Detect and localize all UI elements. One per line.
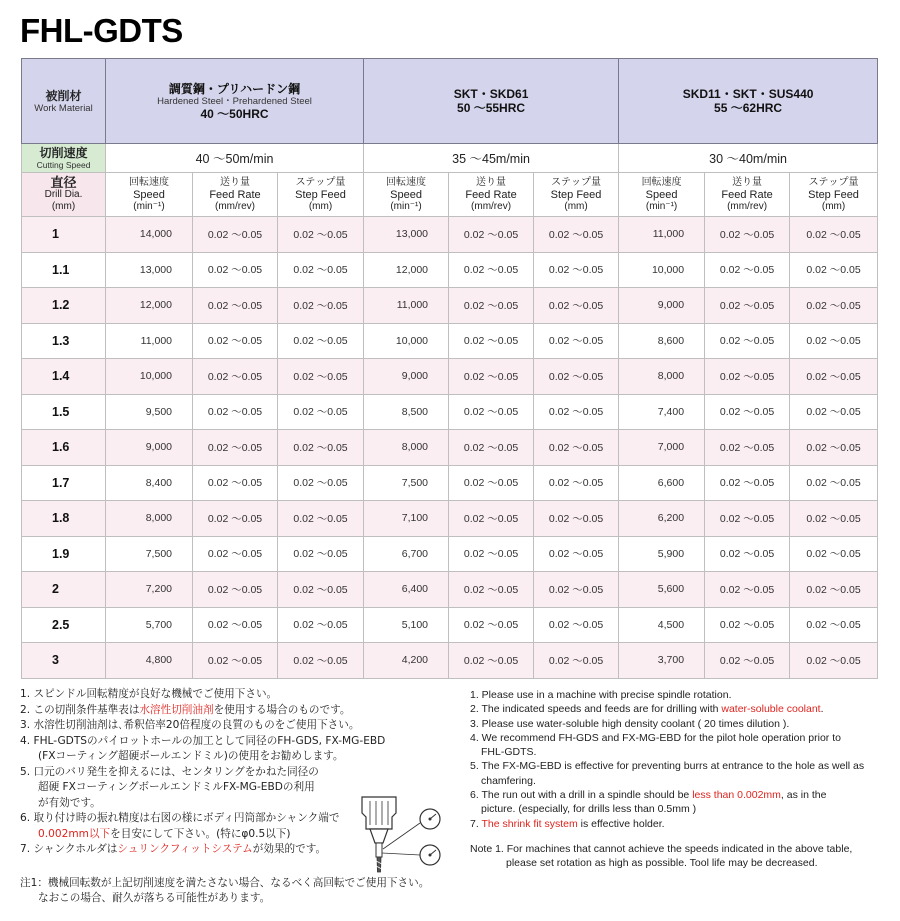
feed-cell: 0.02 ～0.05 <box>193 323 278 359</box>
feed-cell: 0.02 ～0.05 <box>705 501 790 537</box>
speed-cell: 12,000 <box>106 288 193 324</box>
step-cell: 0.02 ～0.05 <box>278 359 364 395</box>
note-en-footnote: Note 1. For machines that cannot achieve the speeds indicated in the above table, <box>470 842 853 855</box>
step-cell: 0.02 ～0.05 <box>790 430 878 466</box>
note-en-3: 3. Please use water-soluble high density coolant ( 20 times dilution ). <box>470 717 790 730</box>
step-header: ステップ量 Step Feed (mm) <box>278 173 364 217</box>
drill-dia-cell: 1.4 <box>22 359 106 395</box>
speed-cell: 8,000 <box>364 430 449 466</box>
step-cell: 0.02 ～0.05 <box>534 430 619 466</box>
notes-english <box>470 688 890 871</box>
speed-cell: 8,000 <box>619 359 705 395</box>
material-3-header: SKD11・SKT・SUS440 55 ～62HRC <box>619 59 878 144</box>
feed-header: 送り量 Feed Rate (mm/rev) <box>705 173 790 217</box>
table-row <box>22 288 878 324</box>
drill-dia-cell: 1.5 <box>22 394 106 430</box>
speed-cell: 4,500 <box>619 607 705 643</box>
step-cell: 0.02 ～0.05 <box>534 536 619 572</box>
speed-cell: 9,000 <box>106 430 193 466</box>
table-row <box>22 501 878 537</box>
step-cell: 0.02 ～0.05 <box>790 217 878 253</box>
feed-cell: 0.02 ～0.05 <box>449 572 534 608</box>
step-cell: 0.02 ～0.05 <box>278 430 364 466</box>
feed-cell: 0.02 ～0.05 <box>193 394 278 430</box>
table-row <box>22 465 878 501</box>
feed-cell: 0.02 ～0.05 <box>449 359 534 395</box>
step-cell: 0.02 ～0.05 <box>790 501 878 537</box>
column-header-row <box>22 173 878 217</box>
speed-cell: 7,500 <box>106 536 193 572</box>
page-title: FHL-GDTS <box>20 12 183 49</box>
feed-header: 送り量 Feed Rate (mm/rev) <box>193 173 278 217</box>
table-row <box>22 536 878 572</box>
step-cell: 0.02 ～0.05 <box>534 607 619 643</box>
cutting-speed-row <box>22 144 878 173</box>
speed-cell: 10,000 <box>364 323 449 359</box>
feed-cell: 0.02 ～0.05 <box>449 252 534 288</box>
table-row <box>22 394 878 430</box>
step-cell: 0.02 ～0.05 <box>534 394 619 430</box>
feed-cell: 0.02 ～0.05 <box>705 394 790 430</box>
note-jp-footnote-cont: なおこの場合、耐久が落ちる可能性があります。 <box>38 892 271 904</box>
feed-cell: 0.02 ～0.05 <box>449 394 534 430</box>
speed-header: 回転速度 Speed (min⁻¹) <box>106 173 193 217</box>
note-en-6: 6. The run out with a drill in a spindle should be less than 0.002mm, as in the <box>470 789 827 802</box>
feed-cell: 0.02 ～0.05 <box>193 643 278 679</box>
note-en-6-cont: picture. (especially, for drills less than 0.5mm ) <box>481 803 697 816</box>
speed-cell: 9,000 <box>364 359 449 395</box>
note-en-footnote-cont: please set rotation as high as possible. Tool life may be decreased. <box>506 857 818 870</box>
note-en-7: 7. The shrink fit system is effective holder. <box>470 817 665 830</box>
table-body <box>22 217 878 679</box>
note-jp-footnote: 注1：機械回転数が上記切削速度を満たさない場合、なるべく高回転でご使用下さい。 <box>20 876 430 889</box>
feed-cell: 0.02 ～0.05 <box>449 217 534 253</box>
step-cell: 0.02 ～0.05 <box>790 252 878 288</box>
cutting-conditions-table <box>21 58 878 679</box>
drill-dia-cell: 1.8 <box>22 501 106 537</box>
feed-cell: 0.02 ～0.05 <box>705 536 790 572</box>
step-cell: 0.02 ～0.05 <box>790 359 878 395</box>
note-en-5: 5. The FX-MG-EBD is effective for preventing burrs at entrance to the hole as well as <box>470 760 865 773</box>
step-cell: 0.02 ～0.05 <box>534 465 619 501</box>
speed-cell: 9,000 <box>619 288 705 324</box>
speed-cell: 3,700 <box>619 643 705 679</box>
feed-cell: 0.02 ～0.05 <box>449 288 534 324</box>
step-cell: 0.02 ～0.05 <box>534 288 619 324</box>
speed-cell: 11,000 <box>106 323 193 359</box>
table-row <box>22 252 878 288</box>
note-jp-6: 6. 取り付け時の振れ精度は右図の様にボディ円筒部かシャンク端で <box>20 812 340 824</box>
speed-cell: 10,000 <box>106 359 193 395</box>
cutting-speed-1: 40 ～50m/min <box>106 144 364 173</box>
speed-header: 回転速度 Speed (min⁻¹) <box>364 173 449 217</box>
feed-cell: 0.02 ～0.05 <box>705 217 790 253</box>
table-row <box>22 217 878 253</box>
speed-cell: 10,000 <box>619 252 705 288</box>
table-row <box>22 607 878 643</box>
step-cell: 0.02 ～0.05 <box>534 252 619 288</box>
step-cell: 0.02 ～0.05 <box>790 288 878 324</box>
note-en-5-cont: chamfering. <box>481 774 536 787</box>
speed-cell: 5,100 <box>364 607 449 643</box>
table-row <box>22 643 878 679</box>
note-en-1: 1. Please use in a machine with precise spindle rotation. <box>470 689 732 701</box>
feed-cell: 0.02 ～0.05 <box>705 359 790 395</box>
cutting-speed-2: 35 ～45m/min <box>364 144 619 173</box>
drill-dia-cell: 2.5 <box>22 607 106 643</box>
note-jp-3: 3. 水溶性切削油剤は､希釈倍率20倍程度の良質のものをご使用下さい。 <box>20 719 360 731</box>
speed-cell: 11,000 <box>619 217 705 253</box>
material-header-row <box>22 59 878 144</box>
work-material-label: 被削材 Work Material <box>22 59 106 144</box>
speed-cell: 7,500 <box>364 465 449 501</box>
feed-cell: 0.02 ～0.05 <box>705 607 790 643</box>
drill-dia-cell: 1.7 <box>22 465 106 501</box>
step-cell: 0.02 ～0.05 <box>534 501 619 537</box>
feed-cell: 0.02 ～0.05 <box>449 430 534 466</box>
feed-cell: 0.02 ～0.05 <box>193 501 278 537</box>
speed-cell: 5,600 <box>619 572 705 608</box>
speed-cell: 9,500 <box>106 394 193 430</box>
speed-cell: 7,400 <box>619 394 705 430</box>
step-cell: 0.02 ～0.05 <box>278 536 364 572</box>
note-en-4: 4. We recommend FH-GDS and FX-MG-EBD for the pilot hole operation prior to <box>470 731 841 744</box>
feed-cell: 0.02 ～0.05 <box>193 607 278 643</box>
step-cell: 0.02 ～0.05 <box>790 643 878 679</box>
step-cell: 0.02 ～0.05 <box>790 607 878 643</box>
note-jp-6-cont: 0.002mm以下を目安にして下さい。(特にφ0.5以下) <box>38 827 291 840</box>
speed-cell: 11,000 <box>364 288 449 324</box>
cutting-speed-label: 切削速度 Cutting Speed <box>22 144 106 173</box>
speed-cell: 8,600 <box>619 323 705 359</box>
speed-cell: 12,000 <box>364 252 449 288</box>
speed-cell: 8,000 <box>106 501 193 537</box>
speed-header: 回転速度 Speed (min⁻¹) <box>619 173 705 217</box>
table-row <box>22 430 878 466</box>
feed-cell: 0.02 ～0.05 <box>449 501 534 537</box>
feed-cell: 0.02 ～0.05 <box>705 252 790 288</box>
speed-cell: 5,900 <box>619 536 705 572</box>
drill-dia-cell: 1.3 <box>22 323 106 359</box>
step-cell: 0.02 ～0.05 <box>278 643 364 679</box>
step-cell: 0.02 ～0.05 <box>278 394 364 430</box>
step-cell: 0.02 ～0.05 <box>534 323 619 359</box>
speed-cell: 8,400 <box>106 465 193 501</box>
feed-cell: 0.02 ～0.05 <box>193 430 278 466</box>
feed-cell: 0.02 ～0.05 <box>193 288 278 324</box>
step-cell: 0.02 ～0.05 <box>790 572 878 608</box>
step-header: ステップ量 Step Feed (mm) <box>790 173 878 217</box>
feed-cell: 0.02 ～0.05 <box>449 607 534 643</box>
speed-cell: 4,200 <box>364 643 449 679</box>
note-jp-4: 4. FHL-GDTSのパイロットホールの加工として同径のFH-GDS, FX-MG-EBD <box>20 734 386 747</box>
table-row <box>22 572 878 608</box>
step-cell: 0.02 ～0.05 <box>278 465 364 501</box>
speed-cell: 7,000 <box>619 430 705 466</box>
note-jp-2: 2. この切削条件基準表は水溶性切削油剤を使用する場合のものです。 <box>20 703 351 716</box>
note-jp-1: 1. スピンドル回転精度が良好な機械でご使用下さい。 <box>20 688 278 700</box>
runout-diagram-icon <box>352 793 464 875</box>
speed-cell: 4,800 <box>106 643 193 679</box>
feed-cell: 0.02 ～0.05 <box>705 288 790 324</box>
step-cell: 0.02 ～0.05 <box>278 217 364 253</box>
speed-cell: 6,700 <box>364 536 449 572</box>
note-jp-5-cont: 超硬 FXコーティングボールエンドミルFX-MG-EBDの利用 <box>38 781 315 793</box>
step-cell: 0.02 ～0.05 <box>790 323 878 359</box>
step-header: ステップ量 Step Feed (mm) <box>534 173 619 217</box>
step-cell: 0.02 ～0.05 <box>278 288 364 324</box>
speed-cell: 5,700 <box>106 607 193 643</box>
cutting-speed-3: 30 ～40m/min <box>619 144 878 173</box>
speed-cell: 6,600 <box>619 465 705 501</box>
material-2-header: SKT・SKD61 50 ～55HRC <box>364 59 619 144</box>
step-cell: 0.02 ～0.05 <box>278 572 364 608</box>
feed-cell: 0.02 ～0.05 <box>193 536 278 572</box>
step-cell: 0.02 ～0.05 <box>278 607 364 643</box>
note-jp-5: 5. 口元のバリ発生を抑えるには、センタリングをかねた同径の <box>20 765 319 778</box>
step-cell: 0.02 ～0.05 <box>278 501 364 537</box>
step-cell: 0.02 ～0.05 <box>534 572 619 608</box>
speed-cell: 13,000 <box>364 217 449 253</box>
feed-cell: 0.02 ～0.05 <box>705 323 790 359</box>
speed-cell: 6,200 <box>619 501 705 537</box>
feed-cell: 0.02 ～0.05 <box>705 572 790 608</box>
feed-cell: 0.02 ～0.05 <box>705 643 790 679</box>
note-jp-5-cont2: が有効です。 <box>38 796 101 809</box>
step-cell: 0.02 ～0.05 <box>790 536 878 572</box>
table-row <box>22 323 878 359</box>
step-cell: 0.02 ～0.05 <box>278 252 364 288</box>
feed-header: 送り量 Feed Rate (mm/rev) <box>449 173 534 217</box>
drill-dia-cell: 1.9 <box>22 536 106 572</box>
step-cell: 0.02 ～0.05 <box>790 394 878 430</box>
drill-dia-cell: 1.6 <box>22 430 106 466</box>
drill-dia-cell: 1.1 <box>22 252 106 288</box>
speed-cell: 14,000 <box>106 217 193 253</box>
speed-cell: 8,500 <box>364 394 449 430</box>
note-en-2: 2. The indicated speeds and feeds are for drilling with water-soluble coolant. <box>470 703 824 716</box>
drill-dia-cell: 2 <box>22 572 106 608</box>
feed-cell: 0.02 ～0.05 <box>705 465 790 501</box>
feed-cell: 0.02 ～0.05 <box>449 643 534 679</box>
step-cell: 0.02 ～0.05 <box>790 465 878 501</box>
drill-dia-cell: 3 <box>22 643 106 679</box>
note-jp-7: 7. シャンクホルダはシュリンクフィットシステムが効果的です。 <box>20 843 327 855</box>
drill-dia-cell: 1 <box>22 217 106 253</box>
feed-cell: 0.02 ～0.05 <box>449 323 534 359</box>
speed-cell: 7,100 <box>364 501 449 537</box>
speed-cell: 13,000 <box>106 252 193 288</box>
step-cell: 0.02 ～0.05 <box>534 217 619 253</box>
table-row <box>22 359 878 395</box>
feed-cell: 0.02 ～0.05 <box>705 430 790 466</box>
feed-cell: 0.02 ～0.05 <box>193 465 278 501</box>
feed-cell: 0.02 ～0.05 <box>193 572 278 608</box>
feed-cell: 0.02 ～0.05 <box>449 465 534 501</box>
drill-dia-cell: 1.2 <box>22 288 106 324</box>
drill-dia-header: 直径 Drill Dia. (mm) <box>22 173 106 217</box>
feed-cell: 0.02 ～0.05 <box>449 536 534 572</box>
speed-cell: 7,200 <box>106 572 193 608</box>
note-en-4-cont: FHL-GDTS. <box>481 746 537 759</box>
feed-cell: 0.02 ～0.05 <box>193 252 278 288</box>
speed-cell: 6,400 <box>364 572 449 608</box>
note-jp-4-cont: (FXコーティング超硬ボールエンドミル)の使用をお勧めします。 <box>38 750 344 762</box>
step-cell: 0.02 ～0.05 <box>278 323 364 359</box>
material-1-header: 調質鋼・プリハードン鋼 Hardened Steel・Prehardened Steel 40 ～50HRC <box>106 59 364 144</box>
feed-cell: 0.02 ～0.05 <box>193 217 278 253</box>
step-cell: 0.02 ～0.05 <box>534 643 619 679</box>
step-cell: 0.02 ～0.05 <box>534 359 619 395</box>
feed-cell: 0.02 ～0.05 <box>193 359 278 395</box>
